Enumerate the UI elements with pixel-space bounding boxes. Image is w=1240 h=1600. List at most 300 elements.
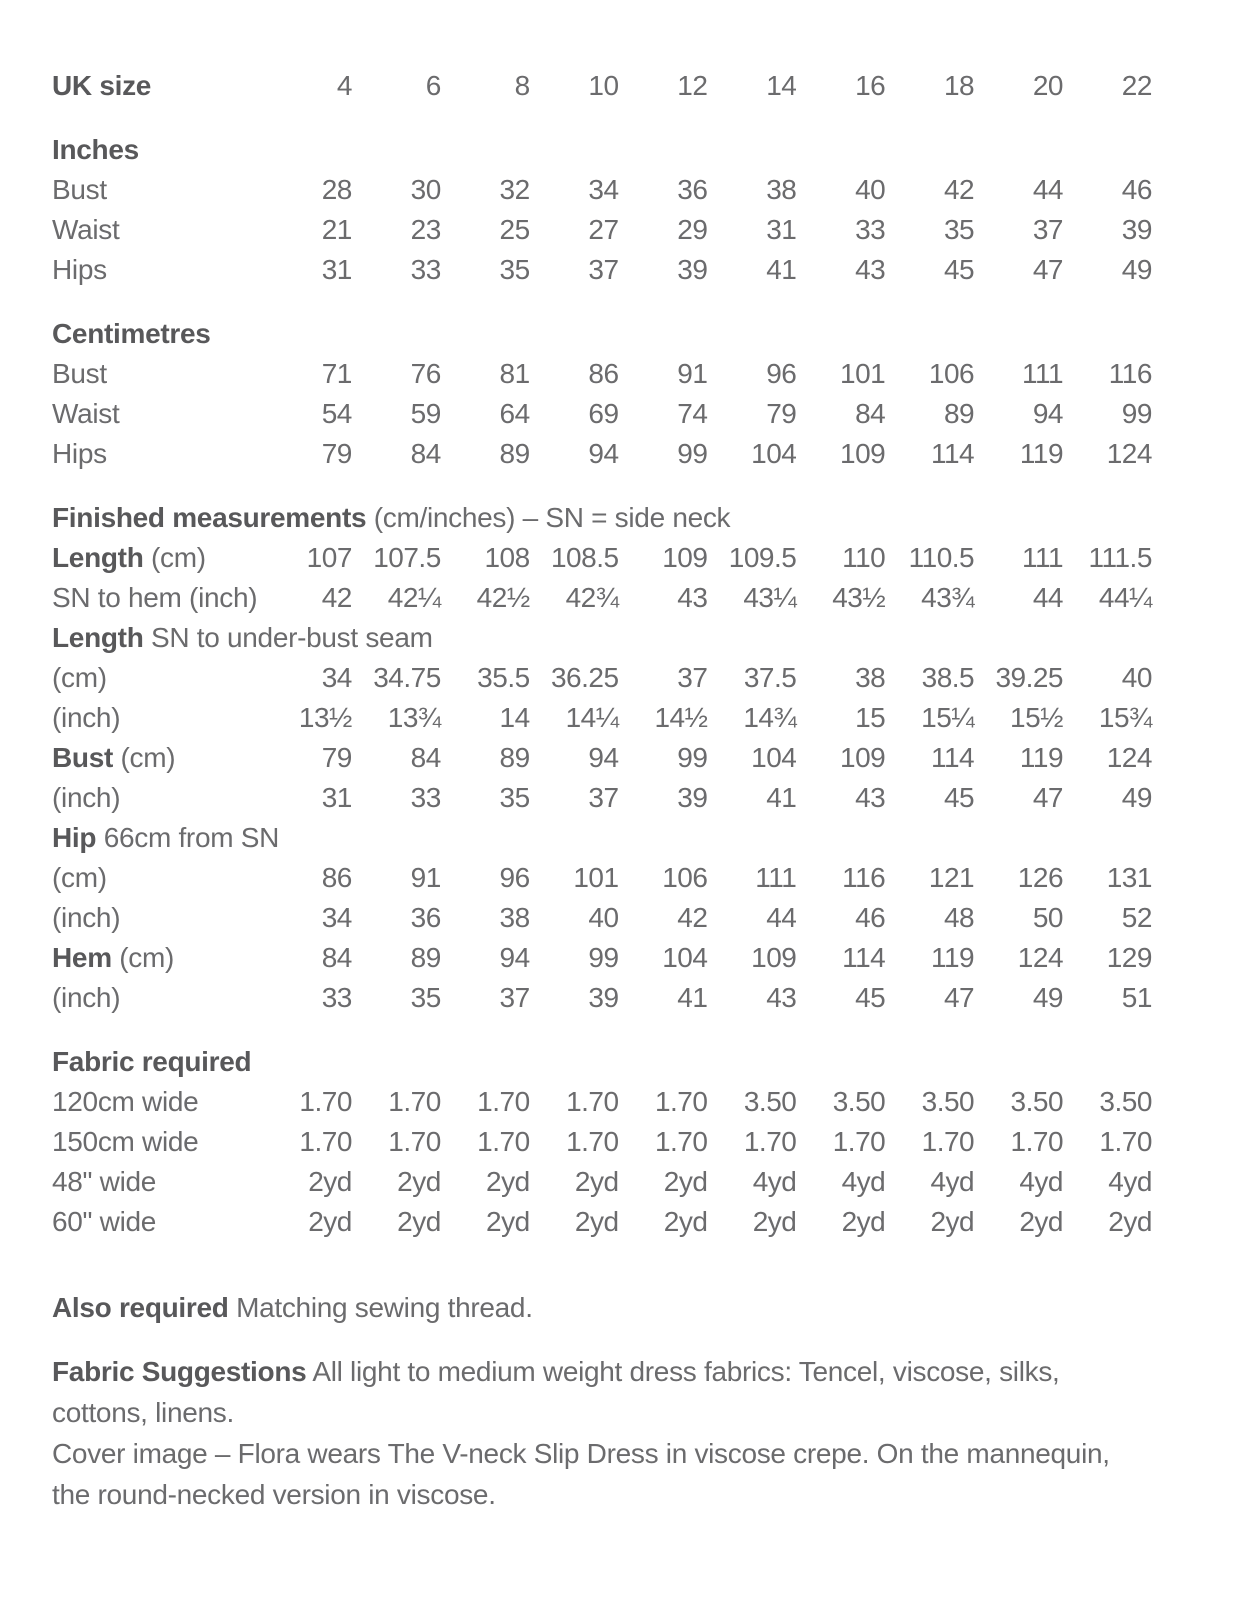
value-cell: 119: [930, 942, 975, 973]
row-label-text: SN to under-bust seam: [143, 622, 433, 653]
row-label-bold: UK size: [52, 70, 152, 101]
value-cell: 2yd: [663, 1206, 708, 1237]
row-label-text: (inch): [52, 702, 121, 733]
value-cell: 111: [1021, 358, 1064, 389]
table-row: [52, 858, 1152, 898]
value-cell: 45: [855, 982, 886, 1013]
table-row: [52, 1042, 1152, 1082]
row-label: [52, 1122, 263, 1162]
value-cell: 99: [1121, 398, 1152, 429]
value-cell: 84: [410, 438, 441, 469]
value-cell: 109: [840, 742, 886, 773]
value-cell: 13¾: [387, 702, 441, 733]
value-cell: 42½: [476, 582, 530, 613]
row-label-text: Waist: [52, 214, 120, 245]
row-label: [52, 1162, 263, 1202]
value-cell: 99: [588, 942, 619, 973]
value-cell: 79: [766, 398, 797, 429]
value-cell: 25: [499, 214, 530, 245]
value-cell: 39: [677, 254, 708, 285]
row-label: [52, 354, 263, 394]
value-cell: 2yd: [574, 1206, 619, 1237]
value-cell: 89: [943, 398, 975, 429]
value-cell: 43: [855, 254, 886, 285]
value-cell: 106: [662, 862, 708, 893]
value-cell: 14¼: [565, 702, 619, 733]
value-cell: 2yd: [1019, 1206, 1064, 1237]
value-cell: 15: [855, 702, 886, 733]
row-label: [52, 66, 263, 106]
row-label-text: SN to hem (inch): [52, 582, 258, 613]
row-label: [52, 658, 263, 698]
row-label: [52, 394, 263, 434]
row-label-text: 150cm wide: [52, 1126, 199, 1157]
value-cell: 45: [943, 782, 975, 813]
value-cell: 39: [588, 982, 619, 1013]
table-row: [52, 498, 1152, 538]
value-cell: 35: [499, 254, 530, 285]
table-row: [52, 658, 1152, 698]
table-row: [52, 434, 1152, 474]
row-label-text: (cm/inches) – SN = side neck: [366, 502, 731, 533]
row-label: [52, 250, 263, 290]
value-cell: 104: [751, 438, 797, 469]
row-label-text: Bust: [52, 174, 107, 205]
value-cell: 4yd: [1108, 1166, 1152, 1197]
value-cell: 86: [588, 358, 619, 389]
value-cell: 1.70: [832, 1126, 886, 1157]
fabric-suggestions-note: [52, 1351, 1152, 1433]
value-cell: 30: [410, 174, 441, 205]
fabric-suggestions-text: All light to medium weight dress fabrics: Tencel, viscose, silks, cottons, linens.: [52, 1356, 1060, 1428]
value-cell: 69: [588, 398, 619, 429]
value-cell: 119: [1019, 438, 1064, 469]
value-cell: 84: [410, 742, 441, 773]
value-cell: 33: [321, 982, 352, 1013]
value-cell: 36: [677, 174, 708, 205]
value-cell: 3.50: [921, 1086, 975, 1117]
value-cell: 89: [499, 438, 530, 469]
value-cell: 37.5: [743, 662, 797, 693]
value-cell: 34: [321, 902, 352, 933]
value-cell: 33: [410, 254, 441, 285]
table-row: [52, 314, 1152, 354]
table-row: [52, 130, 1152, 170]
value-cell: 94: [499, 942, 530, 973]
value-cell: 2yd: [574, 1166, 619, 1197]
value-cell: 47: [943, 982, 975, 1013]
value-cell: 124: [1017, 942, 1064, 973]
value-cell: 36.25: [550, 662, 619, 693]
value-cell: 23: [410, 214, 441, 245]
value-cell: 47: [1032, 782, 1064, 813]
value-cell: 37: [677, 662, 708, 693]
value-cell: 20: [1032, 70, 1064, 101]
value-cell: 104: [751, 742, 797, 773]
cover-image-note: [52, 1433, 1152, 1515]
value-cell: 114: [930, 742, 975, 773]
value-cell: 116: [842, 862, 886, 893]
value-cell: 1.70: [566, 1086, 619, 1117]
table-row: [52, 578, 1152, 618]
row-label: [52, 858, 263, 898]
value-cell: 33: [855, 214, 886, 245]
value-cell: 109: [662, 542, 708, 573]
value-cell: 111: [755, 862, 797, 893]
value-cell: 79: [321, 438, 352, 469]
value-cell: 15¾: [1098, 702, 1152, 733]
value-cell: 44¼: [1098, 582, 1152, 613]
row-label-bold: Finished measurements: [52, 502, 367, 533]
value-cell: 32: [499, 174, 530, 205]
notes-section: [52, 1287, 1152, 1515]
value-cell: 59: [410, 398, 441, 429]
value-cell: 14¾: [743, 702, 797, 733]
value-cell: 109: [840, 438, 886, 469]
row-label-bold: Centimetres: [52, 318, 211, 349]
value-cell: 114: [842, 942, 886, 973]
value-cell: 41: [766, 782, 797, 813]
value-cell: 37: [1032, 214, 1064, 245]
value-cell: 1.70: [654, 1086, 708, 1117]
row-label: [52, 1042, 1152, 1082]
value-cell: 4: [336, 70, 352, 101]
value-cell: 96: [499, 862, 530, 893]
row-label-text: 120cm wide: [52, 1086, 199, 1117]
value-cell: 1.70: [654, 1126, 708, 1157]
value-cell: 40: [1121, 662, 1152, 693]
value-cell: 1.70: [743, 1126, 797, 1157]
value-cell: 104: [662, 942, 708, 973]
value-cell: 48: [943, 902, 975, 933]
table-row: [52, 1082, 1152, 1122]
value-cell: 108: [484, 542, 530, 573]
value-cell: 107.5: [373, 542, 441, 573]
table-row: [52, 698, 1152, 738]
value-cell: 2yd: [663, 1166, 708, 1197]
value-cell: 2yd: [397, 1166, 441, 1197]
row-label-bold: Hem: [52, 942, 112, 973]
value-cell: 39: [1121, 214, 1152, 245]
value-cell: 3.50: [1010, 1086, 1064, 1117]
value-cell: 10: [588, 70, 619, 101]
value-cell: 2yd: [752, 1206, 797, 1237]
row-label-bold: Bust: [52, 742, 114, 773]
value-cell: 101: [840, 358, 886, 389]
value-cell: 38: [766, 174, 797, 205]
value-cell: 42¼: [387, 582, 441, 613]
value-cell: 124: [1106, 438, 1152, 469]
value-cell: 99: [677, 438, 708, 469]
value-cell: 1.70: [566, 1126, 619, 1157]
row-label: [52, 130, 1152, 170]
value-cell: 1.70: [921, 1126, 975, 1157]
row-label: [52, 698, 263, 738]
value-cell: 54: [321, 398, 352, 429]
table-row: [52, 538, 1152, 578]
value-cell: 94: [588, 438, 619, 469]
row-label-text: (cm): [143, 542, 206, 573]
row-label-text: (inch): [52, 982, 121, 1013]
table-row: [52, 618, 1152, 658]
value-cell: 34: [321, 662, 352, 693]
value-cell: 84: [855, 398, 886, 429]
value-cell: 52: [1121, 902, 1152, 933]
value-cell: 101: [573, 862, 619, 893]
value-cell: 2yd: [486, 1206, 530, 1237]
value-cell: 3.50: [1099, 1086, 1152, 1117]
value-cell: 40: [588, 902, 619, 933]
value-cell: 16: [855, 70, 886, 101]
value-cell: 43: [855, 782, 886, 813]
value-cell: 1.70: [299, 1126, 352, 1157]
value-cell: 1.70: [388, 1086, 441, 1117]
value-cell: 12: [677, 70, 708, 101]
cover-image-text: Cover image – Flora wears The V-neck Slip Dress in viscose crepe. On the mannequin, the round-necked version in viscose.: [52, 1438, 1110, 1510]
table-row: [52, 738, 1152, 778]
row-label: [52, 538, 263, 578]
row-label-text: 66cm from SN: [96, 822, 280, 853]
table-row: [52, 1162, 1152, 1202]
value-cell: 110.5: [908, 542, 975, 573]
row-label-text: Waist: [52, 398, 120, 429]
row-label: [52, 1202, 263, 1242]
row-label-bold: Hip: [52, 822, 97, 853]
value-cell: 43½: [832, 582, 886, 613]
value-cell: 2yd: [308, 1166, 352, 1197]
table-row: [52, 898, 1152, 938]
value-cell: 91: [410, 862, 441, 893]
row-label: [52, 778, 263, 818]
value-cell: 89: [410, 942, 441, 973]
row-label-text: (cm): [52, 662, 107, 693]
value-cell: 41: [766, 254, 797, 285]
value-cell: 31: [321, 782, 352, 813]
value-cell: 41: [677, 982, 708, 1013]
value-cell: 2yd: [486, 1166, 530, 1197]
value-cell: 38: [499, 902, 530, 933]
value-cell: 1.70: [1010, 1126, 1064, 1157]
value-cell: 1.70: [477, 1126, 530, 1157]
value-cell: 18: [943, 70, 975, 101]
also-required-note: [52, 1287, 1152, 1328]
value-cell: 74: [677, 398, 708, 429]
row-label: [52, 434, 263, 474]
value-cell: 13½: [298, 702, 352, 733]
table-row: [52, 394, 1152, 434]
value-cell: 131: [1106, 862, 1152, 893]
table-row: [52, 938, 1152, 978]
row-label: [52, 498, 1152, 538]
value-cell: 42: [321, 582, 352, 613]
value-cell: 106: [928, 358, 975, 389]
value-cell: 49: [1032, 982, 1064, 1013]
table-row: [52, 66, 1152, 106]
value-cell: 99: [677, 742, 708, 773]
value-cell: 94: [1032, 398, 1064, 429]
value-cell: 35.5: [477, 662, 530, 693]
value-cell: 116: [1108, 358, 1152, 389]
value-cell: 4yd: [1019, 1166, 1064, 1197]
table-row: [52, 250, 1152, 290]
value-cell: 43¾: [921, 582, 975, 613]
value-cell: 110: [842, 542, 886, 573]
value-cell: 45: [943, 254, 975, 285]
value-cell: 109.5: [728, 542, 797, 573]
row-label-bold: Fabric required: [52, 1046, 252, 1077]
value-cell: 14: [499, 702, 530, 733]
value-cell: 121: [928, 862, 975, 893]
value-cell: 14½: [654, 702, 708, 733]
value-cell: 37: [499, 982, 530, 1013]
value-cell: 4yd: [841, 1166, 886, 1197]
value-cell: 119: [1019, 742, 1064, 773]
table-row: [52, 1122, 1152, 1162]
value-cell: 1.70: [1099, 1126, 1152, 1157]
value-cell: 22: [1121, 70, 1152, 101]
table-row: [52, 778, 1152, 818]
value-cell: 43: [677, 582, 708, 613]
value-cell: 89: [499, 742, 530, 773]
row-label: [52, 978, 263, 1018]
value-cell: 64: [499, 398, 530, 429]
row-label-text: (cm): [52, 862, 107, 893]
value-cell: 126: [1017, 862, 1064, 893]
value-cell: 1.70: [388, 1126, 441, 1157]
value-cell: 49: [1121, 254, 1152, 285]
value-cell: 71: [321, 358, 352, 389]
value-cell: 35: [943, 214, 975, 245]
table-row: [52, 170, 1152, 210]
value-cell: 8: [514, 70, 530, 101]
value-cell: 76: [410, 358, 441, 389]
value-cell: 2yd: [397, 1206, 441, 1237]
value-cell: 35: [410, 982, 441, 1013]
table-row: [52, 1202, 1152, 1242]
row-label: [52, 898, 263, 938]
value-cell: 28: [321, 174, 352, 205]
row-label-bold: Length: [52, 542, 144, 573]
row-label-text: 60" wide: [52, 1206, 157, 1237]
value-cell: 33: [410, 782, 441, 813]
row-label-text: (inch): [52, 902, 121, 933]
value-cell: 43¼: [743, 582, 797, 613]
value-cell: 15½: [1010, 702, 1064, 733]
value-cell: 44: [1032, 174, 1064, 205]
value-cell: 38: [855, 662, 886, 693]
also-required-text: Matching sewing thread.: [228, 1292, 533, 1323]
value-cell: 39: [677, 782, 708, 813]
value-cell: 44: [1032, 582, 1064, 613]
value-cell: 111.5: [1088, 542, 1152, 573]
value-cell: 3.50: [743, 1086, 797, 1117]
value-cell: 3.50: [832, 1086, 886, 1117]
value-cell: 15¼: [921, 702, 975, 733]
value-cell: 91: [677, 358, 708, 389]
table-row: [52, 354, 1152, 394]
value-cell: 2yd: [841, 1206, 886, 1237]
value-cell: 6: [425, 70, 441, 101]
value-cell: 124: [1106, 742, 1152, 773]
row-label: [52, 818, 1152, 858]
row-label: [52, 618, 1152, 658]
row-label-text: 48" wide: [52, 1166, 157, 1197]
value-cell: 96: [766, 358, 797, 389]
value-cell: 34.75: [373, 662, 441, 693]
fabric-suggestions-label: Fabric Suggestions: [52, 1356, 307, 1387]
row-label-text: Hips: [52, 438, 107, 469]
value-cell: 111: [1021, 542, 1064, 573]
value-cell: 2yd: [930, 1206, 975, 1237]
row-label: [52, 210, 263, 250]
value-cell: 31: [766, 214, 797, 245]
size-chart: [52, 66, 1152, 1242]
value-cell: 51: [1121, 982, 1152, 1013]
value-cell: 49: [1121, 782, 1152, 813]
value-cell: 114: [930, 438, 975, 469]
table-row: [52, 210, 1152, 250]
value-cell: 84: [321, 942, 352, 973]
value-cell: 86: [321, 862, 352, 893]
row-label: [52, 578, 263, 618]
row-label: [52, 170, 263, 210]
row-label-text: (cm): [111, 942, 175, 973]
value-cell: 21: [321, 214, 352, 245]
row-label-text: (cm): [113, 742, 176, 773]
row-label: [52, 738, 263, 778]
value-cell: 47: [1032, 254, 1064, 285]
value-cell: 14: [766, 70, 797, 101]
value-cell: 29: [677, 214, 708, 245]
value-cell: 4yd: [752, 1166, 797, 1197]
value-cell: 81: [499, 358, 530, 389]
value-cell: 2yd: [308, 1206, 352, 1237]
also-required-label: Also required: [52, 1292, 229, 1323]
value-cell: 31: [321, 254, 352, 285]
row-label-text: Hips: [52, 254, 107, 285]
row-label-bold: Length: [52, 622, 144, 653]
value-cell: 38.5: [921, 662, 975, 693]
value-cell: 129: [1106, 942, 1152, 973]
row-label: [52, 1082, 263, 1122]
value-cell: 1.70: [299, 1086, 352, 1117]
value-cell: 40: [855, 174, 886, 205]
value-cell: 46: [1121, 174, 1152, 205]
value-cell: 37: [588, 782, 619, 813]
value-cell: 42: [943, 174, 975, 205]
value-cell: 36: [410, 902, 441, 933]
value-cell: 35: [499, 782, 530, 813]
value-cell: 79: [321, 742, 352, 773]
table-row: [52, 978, 1152, 1018]
value-cell: 1.70: [477, 1086, 530, 1117]
value-cell: 4yd: [930, 1166, 975, 1197]
row-label-text: (inch): [52, 782, 121, 813]
row-label: [52, 314, 1152, 354]
value-cell: 43: [766, 982, 797, 1013]
value-cell: 37: [588, 254, 619, 285]
value-cell: 42: [677, 902, 708, 933]
value-cell: 44: [766, 902, 797, 933]
value-cell: 50: [1032, 902, 1064, 933]
value-cell: 27: [588, 214, 619, 245]
value-cell: 107: [306, 542, 352, 573]
value-cell: 39.25: [995, 662, 1064, 693]
value-cell: 2yd: [1108, 1206, 1152, 1237]
value-cell: 46: [855, 902, 886, 933]
row-label: [52, 938, 263, 978]
value-cell: 108.5: [550, 542, 619, 573]
